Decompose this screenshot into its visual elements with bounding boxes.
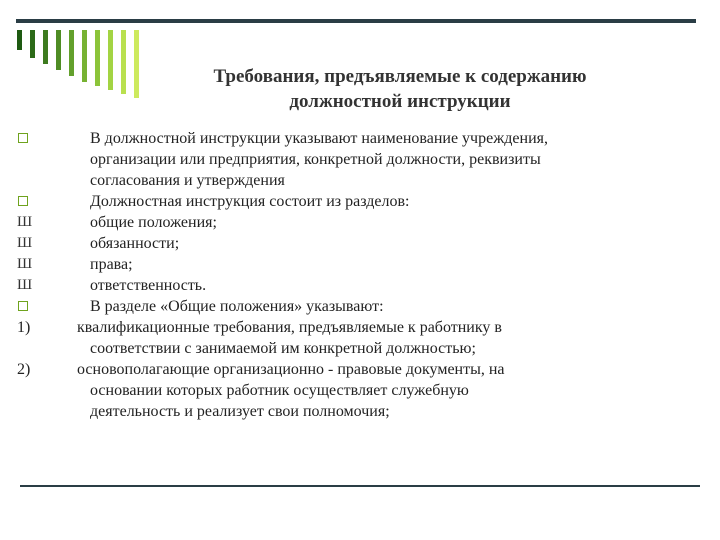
square-bullet-icon — [17, 296, 90, 317]
title-line: Требования, предъявляемые к содержанию — [213, 66, 587, 87]
bottom-divider — [20, 485, 700, 487]
decor-bar — [30, 30, 35, 58]
item-text: основополагающие организационно - правовые документы, на — [77, 361, 505, 378]
list-item — [17, 191, 673, 212]
slide-title — [160, 64, 640, 114]
decor-bar — [17, 30, 22, 50]
decor-bar — [56, 30, 61, 70]
arrow-bullet-icon: Ш — [17, 214, 33, 230]
item-text: права; — [90, 256, 133, 273]
decor-bar — [108, 30, 113, 90]
square-bullet-icon — [17, 128, 90, 149]
item-text-cont: основании которых работник осуществляет служебную — [90, 382, 469, 399]
arrow-bullet-icon: Ш — [17, 235, 33, 251]
list-item — [17, 296, 673, 317]
item-text-cont: согласования и утверждения — [90, 172, 285, 189]
list-item — [17, 359, 673, 422]
list-item — [17, 275, 673, 296]
list-item — [17, 212, 673, 233]
decor-bar — [82, 30, 87, 82]
arrow-bullet-icon: Ш — [17, 277, 33, 293]
item-text: обязанности; — [90, 235, 180, 252]
item-number: 1) — [17, 319, 31, 336]
item-text: Должностная инструкция состоит из разделов: — [90, 193, 410, 210]
list-item — [17, 233, 673, 254]
decor-bar — [43, 30, 48, 64]
list-item — [17, 317, 673, 359]
title-line: должностной инструкции — [289, 91, 511, 112]
item-text: В должностной инструкции указывают наименование учреждения, — [90, 130, 548, 147]
item-text: В разделе «Общие положения» указывают: — [90, 298, 384, 315]
item-number: 2) — [17, 361, 31, 378]
top-divider — [16, 19, 696, 23]
list-item — [17, 128, 673, 191]
square-bullet-icon — [17, 191, 90, 212]
item-text-cont: соответствии с занимаемой им конкретной должностью; — [90, 340, 476, 357]
list-item — [17, 254, 673, 275]
decor-bar — [121, 30, 126, 94]
item-text-cont: организации или предприятия, конкретной должности, реквизиты — [90, 151, 541, 168]
decor-bar — [69, 30, 74, 76]
decor-bar — [95, 30, 100, 86]
decorative-green-bars — [17, 30, 147, 100]
item-text: общие положения; — [90, 214, 217, 231]
item-text: квалификационные требования, предъявляемые к работнику в — [77, 319, 502, 336]
item-text-cont: деятельность и реализует свои полномочия; — [90, 403, 390, 420]
content-list — [17, 128, 673, 422]
decor-bar — [134, 30, 139, 98]
item-text: ответственность. — [90, 277, 207, 294]
arrow-bullet-icon: Ш — [17, 256, 33, 272]
